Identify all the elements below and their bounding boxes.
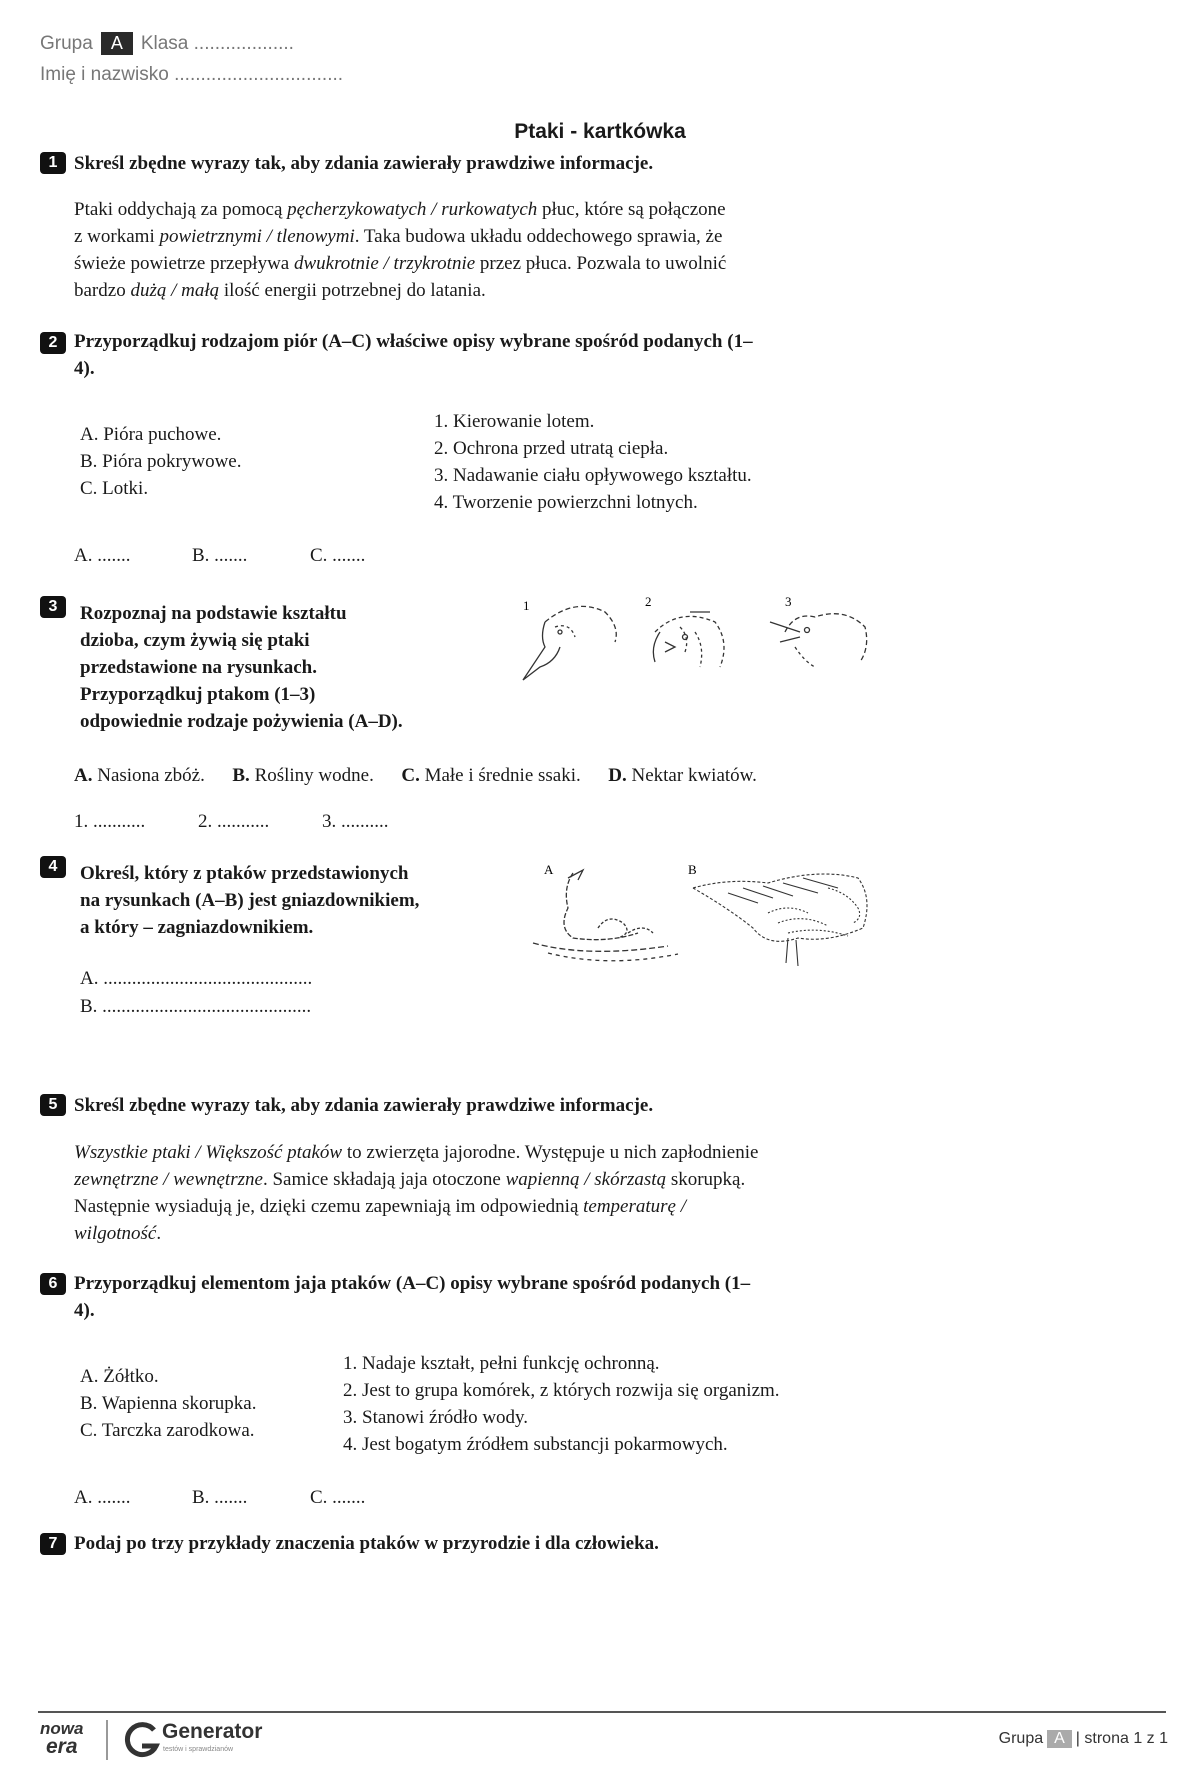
- q3-bird-2-drawing: [653, 612, 724, 667]
- q6-right-list: [343, 1350, 780, 1458]
- q3-prompt: [80, 600, 403, 735]
- q3-prompt-line: dzioba, czym żywią się ptaki: [80, 630, 310, 651]
- header-group-line: [40, 32, 294, 55]
- q3-number: 3: [40, 596, 66, 618]
- q6-right-item: 4. Jest bogatym źródłem substancji pokarmowych.: [343, 1434, 728, 1455]
- q3-bird-1-drawing: [523, 606, 616, 680]
- q5-text-4: Następnie wysiadują je, dzięki czemu zapewniają im odpowiednią: [74, 1196, 584, 1217]
- class-label: Klasa: [140, 33, 189, 54]
- q5-choice-4b[interactable]: wilgotność: [74, 1223, 157, 1244]
- q4-prompt-line: a który – zagniazdownikiem.: [80, 917, 314, 938]
- q6-left-item: C. Tarczka zarodkowa.: [80, 1420, 255, 1441]
- q7-number: 7: [40, 1533, 66, 1555]
- q1-text-4: . Taka budowa układu oddechowego sprawia, że: [354, 226, 723, 247]
- q3-option-text: Małe i średnie ssaki.: [424, 765, 581, 786]
- q6-prompt-line-2: 4).: [74, 1300, 95, 1321]
- q2-prompt-line-1: Przyporządkuj rodzajom piór (A–C) właściwe opisy wybrane spośród podanych (1–: [74, 331, 753, 352]
- q4-bird-b-drawing: [693, 874, 867, 966]
- q1-choice-2[interactable]: powietrznymi / tlenowymi: [159, 226, 355, 247]
- q2-left-item: C. Lotki.: [80, 478, 149, 499]
- logo-nowa: nowa: [40, 1719, 84, 1738]
- q2-answer-c[interactable]: C. .......: [310, 545, 366, 566]
- q2-left-list: [80, 421, 241, 502]
- logo-era: era: [46, 1735, 78, 1758]
- q6-left-list: [80, 1363, 256, 1444]
- q6-answer-c[interactable]: C. .......: [310, 1487, 366, 1508]
- q3-fig-label-2: 2: [645, 594, 652, 609]
- q5-text-1: to zwierzęta jajorodne. Występuje u nich zapłodnienie: [342, 1142, 759, 1163]
- q3-answer-3[interactable]: 3. ..........: [322, 811, 389, 832]
- q2-right-item: 3. Nadawanie ciału opływowego kształtu.: [434, 465, 752, 486]
- footer-group-badge: A: [1047, 1730, 1072, 1748]
- q3-prompt-line: Przyporządkuj ptakom (1–3): [80, 684, 316, 705]
- group-label: Grupa: [40, 33, 93, 54]
- q6-prompt: [74, 1270, 904, 1324]
- q4-birds-figure: [528, 858, 888, 978]
- generator-g-icon: [120, 1720, 162, 1762]
- footer-divider: [38, 1711, 1166, 1713]
- q6-right-item: 1. Nadaje kształt, pełni funkcję ochronną.: [343, 1353, 660, 1374]
- q5-choice-3[interactable]: wapienną / skórzastą: [505, 1169, 667, 1190]
- q2-number: 2: [40, 332, 66, 354]
- q1-text-7: bardzo: [74, 280, 131, 301]
- q3-option-letter: A.: [74, 765, 93, 786]
- footer-page-number: | strona 1 z 1: [1075, 1730, 1168, 1747]
- q4-prompt-line: na rysunkach (A–B) jest gniazdownikiem,: [80, 890, 420, 911]
- q3-answer-2[interactable]: 2. ...........: [198, 811, 270, 832]
- q2-left-item: B. Pióra pokrywowe.: [80, 451, 242, 472]
- q2-right-list: [434, 408, 752, 516]
- q1-text-6: przez płuca. Pozwala to uwolnić: [475, 253, 727, 274]
- q1-choice-1[interactable]: pęcherzykowatych / rurkowatych: [287, 199, 538, 220]
- q2-prompt-line-2: 4).: [74, 358, 95, 379]
- q2-right-item: 1. Kierowanie lotem.: [434, 411, 595, 432]
- q5-text-2: . Samice składają jaja otoczone: [262, 1169, 506, 1190]
- q4-answer-a[interactable]: A. ............................................: [80, 968, 313, 989]
- page-title: Ptaki - kartkówka: [514, 120, 686, 143]
- q5-choice-1[interactable]: Wszystkie ptaki / Większość ptaków: [74, 1142, 343, 1163]
- q4-bird-a-drawing: [533, 870, 678, 961]
- q6-answer-b[interactable]: B. .......: [192, 1487, 248, 1508]
- q3-prompt-line: odpowiednie rodzaje pożywienia (A–D).: [80, 711, 403, 732]
- q5-text-5: .: [156, 1223, 162, 1244]
- generator-logo-subtext: testów i sprawdzianów: [163, 1746, 234, 1753]
- q3-fig-label-1: 1: [523, 598, 530, 613]
- q3-option-text: Nasiona zbóż.: [97, 765, 205, 786]
- group-badge: A: [101, 32, 133, 55]
- q2-answer-a[interactable]: A. .......: [74, 545, 131, 566]
- q1-prompt: Skreśl zbędne wyrazy tak, aby zdania zawierały prawdziwe informacje.: [74, 153, 654, 174]
- q3-prompt-line: Rozpoznaj na podstawie kształtu: [80, 603, 347, 624]
- q2-prompt: [74, 328, 904, 382]
- q1-text-1: Ptaki oddychają za pomocą: [74, 199, 288, 220]
- q4-prompt: [80, 860, 419, 941]
- q3-option-letter: B.: [232, 765, 250, 786]
- q6-left-item: A. Żółtko.: [80, 1366, 159, 1387]
- q4-fig-label-a: A: [544, 862, 554, 877]
- q1-choice-4[interactable]: dużą / małą: [130, 280, 220, 301]
- footer-group-label: Grupa: [998, 1730, 1044, 1747]
- q3-option-letter: D.: [608, 765, 627, 786]
- q3-answer-1[interactable]: 1. ...........: [74, 811, 146, 832]
- q2-right-item: 4. Tworzenie powierzchni lotnych.: [434, 492, 698, 513]
- q1-text-5: świeże powietrze przepływa: [74, 253, 294, 274]
- q3-option-text: Rośliny wodne.: [254, 765, 374, 786]
- q6-right-item: 3. Stanowi źródło wody.: [343, 1407, 529, 1428]
- q5-prompt: Skreśl zbędne wyrazy tak, aby zdania zawierały prawdziwe informacje.: [74, 1095, 654, 1116]
- q4-prompt-line: Określ, który z ptaków przedstawionych: [80, 863, 409, 884]
- footer-logo-divider: [106, 1720, 108, 1760]
- q3-fig-label-3: 3: [785, 594, 792, 609]
- q3-option-text: Nektar kwiatów.: [631, 765, 757, 786]
- name-label: Imię i nazwisko: [40, 64, 169, 85]
- q1-number: 1: [40, 152, 66, 174]
- q5-paragraph: [74, 1139, 914, 1247]
- generator-logo-text: Generator: [162, 1720, 263, 1743]
- q6-left-item: B. Wapienna skorupka.: [80, 1393, 257, 1414]
- q2-right-item: 2. Ochrona przed utratą ciepła.: [434, 438, 669, 459]
- q1-text-2: płuc, które są połączone: [537, 199, 726, 220]
- q3-bird-heads-figure: [515, 592, 895, 692]
- q4-fig-label-b: B: [688, 862, 697, 877]
- q7-prompt: Podaj po trzy przykłady znaczenia ptaków w przyrodzie i dla człowieka.: [74, 1533, 659, 1554]
- q5-text-3: skorupką.: [666, 1169, 746, 1190]
- q2-answer-b[interactable]: B. .......: [192, 545, 248, 566]
- q2-left-item: A. Pióra puchowe.: [80, 424, 222, 445]
- name-dots: ................................: [174, 64, 344, 85]
- q3-bird-3-drawing: [770, 614, 867, 667]
- q1-choice-3[interactable]: dwukrotnie / trzykrotnie: [293, 253, 476, 274]
- q6-right-item: 2. Jest to grupa komórek, z których rozwija się organizm.: [343, 1380, 780, 1401]
- header-name-line: [40, 64, 343, 86]
- q1-text-8: ilość energii potrzebnej do latania.: [219, 280, 486, 301]
- q3-option-letter: C.: [401, 765, 420, 786]
- q1-paragraph: [74, 196, 894, 304]
- q5-number: 5: [40, 1094, 66, 1116]
- q1-text-3: z workami: [74, 226, 160, 247]
- q6-prompt-line-1: Przyporządkuj elementom jaja ptaków (A–C) opisy wybrane spośród podanych (1–: [74, 1273, 751, 1294]
- nowa-era-logo: [40, 1720, 100, 1756]
- q4-answer-b[interactable]: B. ............................................: [80, 996, 312, 1017]
- q3-prompt-line: przedstawione na rysunkach.: [80, 657, 317, 678]
- q5-choice-4a[interactable]: temperaturę /: [583, 1196, 687, 1217]
- q4-number: 4: [40, 856, 66, 878]
- q3-options: [74, 762, 757, 789]
- footer-page-info: [999, 1730, 1168, 1748]
- class-dots: ...................: [193, 33, 294, 54]
- q5-choice-2[interactable]: zewnętrzne / wewnętrzne: [74, 1169, 263, 1190]
- q6-number: 6: [40, 1273, 66, 1295]
- q6-answer-a[interactable]: A. .......: [74, 1487, 131, 1508]
